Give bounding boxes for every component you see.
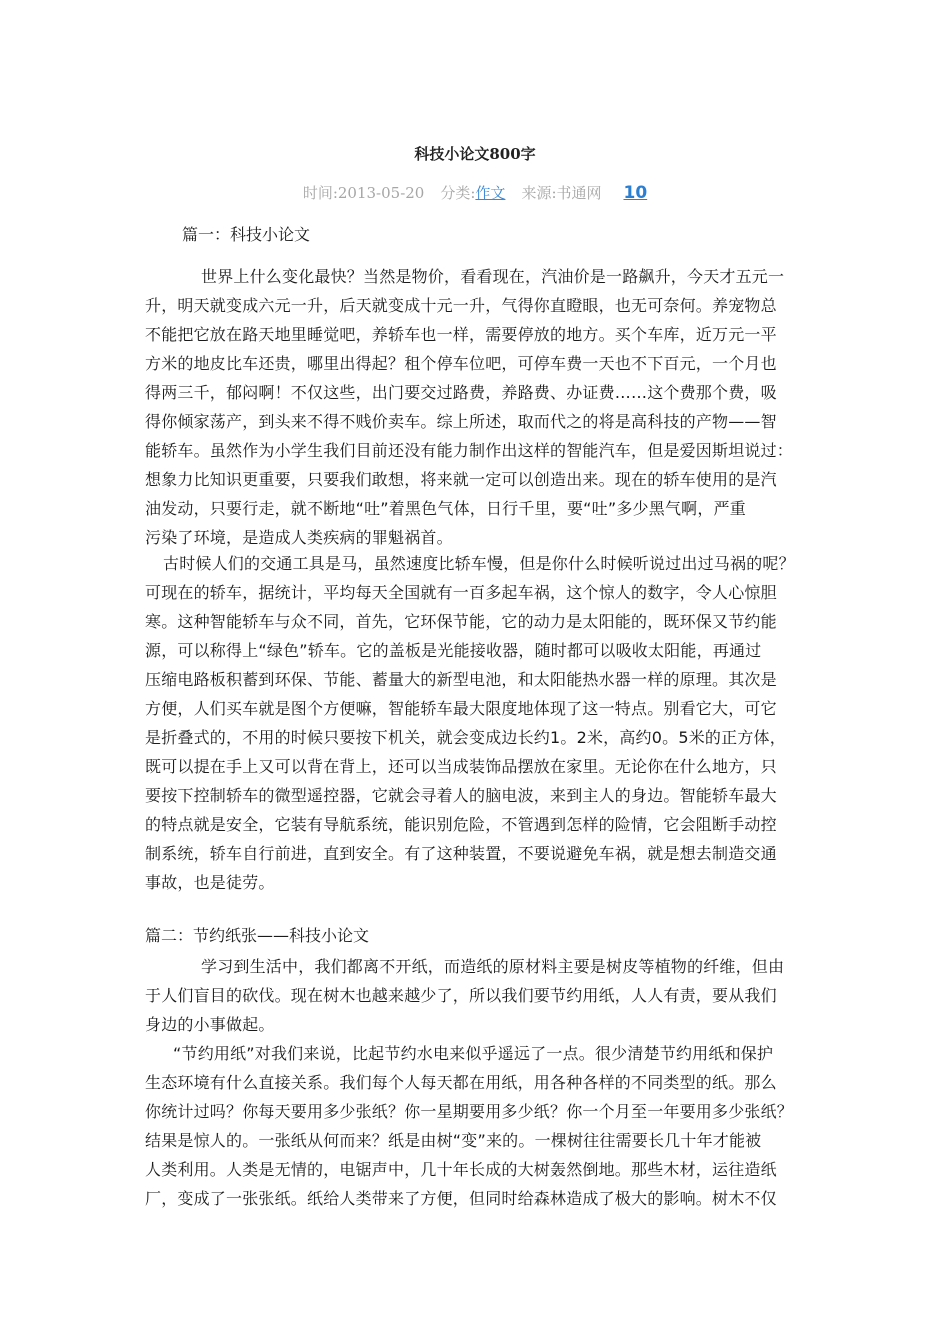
article-meta	[0, 182, 950, 203]
text-line: 世界上什么变化最快？当然是物价，看看现在，汽油价是一路飙升，今天才五元一	[201, 267, 785, 286]
text-line: 结果是惊人的。一张纸从何而来？纸是由树“变”来的。一棵树往往需要长几十年才能被	[145, 1131, 762, 1150]
publish-time: 时间:2013-05-20	[302, 184, 425, 202]
text-line: 不能把它放在路天地里睡觉吧，养轿车也一样，需要停放的地方。买个车库，近万元一平	[145, 325, 777, 344]
text-line: 方米的地皮比车还贵，哪里出得起？租个停车位吧，可停车费一天也不下百元，一个月也	[145, 354, 777, 373]
text-line: 古时候人们的交通工具是马，虽然速度比轿车慢，但是你什么时候听说过出过马祸的呢？	[163, 554, 795, 573]
text-line: 得两三千，郁闷啊！不仅这些，出门要交过路费，养路费、办证费……这个费那个费，吸	[145, 383, 777, 402]
text-line: 既可以提在手上又可以背在背上，还可以当成装饰品摆放在家里。无论你在什么地方，只	[145, 757, 777, 776]
article-title: 科技小论文800字	[414, 145, 536, 163]
text-line: 能轿车。虽然作为小学生我们目前还没有能力制作出这样的智能汽车，但是爱因斯坦说过：	[145, 441, 794, 460]
section1-paragraph1	[145, 262, 815, 552]
section-heading-2: 篇二：节约纸张——科技小论文	[145, 926, 370, 945]
text-line: 的特点就是安全，它装有导航系统，能识别危险，不管遇到怎样的险情，它会阻断手动控	[145, 815, 777, 834]
section1-paragraph2	[145, 549, 815, 897]
text-line: 方便，人们买车就是图个方便嘛，智能轿车最大限度地体现了这一特点。别看它大，可它	[145, 699, 777, 718]
text-line: 事故，也是徒劳。	[145, 873, 275, 892]
text-line: 得你倾家荡产，到头来不得不贱价卖车。综上所述，取而代之的将是高科技的产物——智	[145, 412, 777, 431]
category-link[interactable]: 作文	[475, 184, 506, 202]
text-line: 厂，变成了一张张纸。纸给人类带来了方便，但同时给森林造成了极大的影响。树木不仅	[145, 1189, 777, 1208]
text-line: 学习到生活中，我们都离不开纸，而造纸的原材料主要是树皮等植物的纤维，但由	[201, 957, 785, 976]
text-line: 是折叠式的，不用的时候只要按下机关，就会变成边长约1。2米，高约0。5米的正方体，	[145, 728, 786, 747]
text-line: 升，明天就变成六元一升，后天就变成十元一升，气得你直瞪眼，也无可奈何。养宠物总	[145, 296, 777, 315]
text-line: 生态环境有什么直接关系。我们每个人每天都在用纸，用各种各样的不同类型的纸。那么	[145, 1073, 777, 1092]
text-line: 源，可以称得上“绿色”轿车。它的盖板是光能接收器，随时都可以吸收太阳能，再通过	[145, 641, 762, 660]
category-label: 分类:	[440, 184, 476, 202]
text-line: 制系统，轿车自行前进，直到安全。有了这种装置，不要说避免车祸，就是想去制造交通	[145, 844, 777, 863]
text-line: 身边的小事做起。	[145, 1015, 275, 1034]
text-line: 污染了环境，是造成人类疾病的罪魁祸首。	[145, 528, 453, 547]
text-line: 压缩电路板积蓄到环保、节能、蓄量大的新型电池，和太阳能热水器一样的原理。其次是	[145, 670, 777, 689]
source-label: 来源:书通网	[521, 184, 602, 202]
text-line: “节约用纸”对我们来说，比起节约水电来似乎遥远了一点。很少清楚节约用纸和保护	[173, 1044, 774, 1063]
text-line: 你统计过吗？你每天要用多少张纸？你一星期要用多少纸？你一个月至一年要用多少张纸？	[145, 1102, 794, 1121]
section2-paragraph1	[145, 952, 815, 1039]
text-line: 寒。这种智能轿车与众不同，首先，它环保节能，它的动力是太阳能的，既环保又节约能	[145, 612, 777, 631]
view-count-link[interactable]: 10	[623, 183, 648, 203]
text-line: 油发动，只要行走，就不断地“吐”着黑色气体，日行千里，要“吐”多少黑气啊，严重	[145, 499, 746, 518]
text-line: 要按下控制轿车的微型遥控器，它就会寻着人的脑电波，来到主人的身边。智能轿车最大	[145, 786, 777, 805]
text-line: 于人们盲目的砍伐。现在树木也越来越少了，所以我们要节约用纸，人人有责，要从我们	[145, 986, 777, 1005]
text-line: 可现在的轿车，据统计，平均每天全国就有一百多起车祸，这个惊人的数字，令人心惊胆	[145, 583, 777, 602]
section-heading-1: 篇一：科技小论文	[182, 225, 311, 244]
text-line: 想象力比知识更重要，只要我们敢想，将来就一定可以创造出来。现在的轿车使用的是汽	[145, 470, 777, 489]
section2-paragraph2	[145, 1039, 815, 1213]
text-line: 人类利用。人类是无情的，电锯声中，几十年长成的大树轰然倒地。那些木材，运往造纸	[145, 1160, 777, 1179]
